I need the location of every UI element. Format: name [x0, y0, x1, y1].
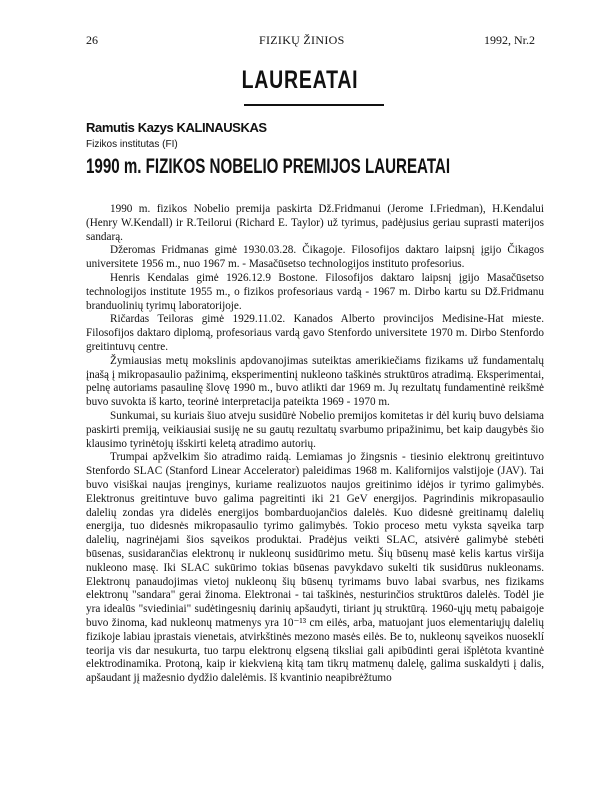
journal-name: FIZIKŲ ŽINIOS — [259, 33, 345, 47]
page-number: 26 — [86, 33, 98, 47]
paragraph: Sunkumai, su kuriais šiuo atveju susidūrė Nobelio premijos komitetas ir dėl kurių buvo delsiama paskirti premiją, veikiausiai susiję ne su gautų rezultatų svarbumo pripažinimu, bet kaip daugybės šio klausimo tyrinėtojų išskirti keletą atradimo autorių. — [86, 409, 544, 450]
section-title: LAUREATAI — [241, 66, 359, 94]
paragraph: Žymiausias metų mokslinis apdovanojimas suteiktas amerikiečiams fizikams už fundamentalų įnašą į mikropasaulio pažinimą, eksperimentinį nukleono taškinės struktūros atradimą. Eksperimentai, pelnę autoriams pasaulinę šlovę 1990 m., buvo atlikti dar 1969 m. Jų rezultatų fundamentinė reikšmė buvo suvokta iš karto, teorinė interpretacija pateikta 1969 - 1970 m. — [86, 354, 544, 409]
section-divider — [244, 104, 384, 106]
article-body — [86, 203, 544, 686]
paragraph: Henris Kendalas gimė 1926.12.9 Bostone. Filosofijos daktaro laipsnį įgijo Masačūsetso technologijos institute 1955 m., o fizikos profesoriaus vardą - 1967 m. Dirbo kartu su Dž.Fridmanu branduolinių tyrimų laboratorijoje. — [86, 271, 544, 312]
paragraph: Trumpai apžvelkim šio atradimo raidą. Lemiamas jo žingsnis - tiesinio elektronų greitintuvo Stenfordo SLAC (Stanford Linear Accelerator) paleidimas 1968 m. Kalifornijos valstijoje (JAV). Tai buvo visiškai naujas įrenginys, kuriame realizuotos naujos greitinimo idėjos ir tyrimo galimybės. Elektronus greitintuve buvo galima pagreitinti iki 21 GeV energijos. Pagrindinis mikropasaulio dalelių zondas yra didelės energijos bombarduojančios dalelės. Kuo didesnė greitinamų dalelių energija, tuo didesnės mikropasaulio tyrimo galimybės. Tokio proceso metu vyksta sąveika tarp dalelių, nagrinėjami šios sąveikos produktai. Pradėjus veikti SLAC, atsivėrė galimybė stebėti būsenas, susidarančias elektronų ir nukleonų susidūrimo metu. Šių būsenų masė kelis kartus viršija nukleono masę. Iki SLAC sukūrimo tokias būsenas pavykdavo sukelti tik susidūrus nukleonams. Elektronų panaudojimas vietoj nukleonų šių būsenų tyrimams buvo labai svarbus, nes fizikams elektronų "sandara" gerai žinoma. Elektronai - tai taškinės, nesturinčios struktūros dalelės. Todėl jie yra idealūs "sviediniai" sudėtingesnių darinių apšaudyti, tiriant jų struktūrą. 1960-ųjų metų pabaigoje buvo žinoma, kad nukleonų matmenys yra 10⁻¹³ cm eilės, arba, matuojant juos elementariųjų dalelių fizikoje labiau įprastais vienetais, atvirkštinės mezono masės eilės. Be to, nukleonų sąveikos nuoseklí teorija vis dar nesukurta, tuo tarpu elektronų elgseną tiksliai gali apibūdinti gerai išplėtota kvantinė elektrodinamika. Protoną, kaip ir kiekvieną kitą tam tikrų matmenų dalelę, galima suskaldyti į dalis, apšaudant jį mažesnio dydžio dalelėmis. Iš kvantinio neapibrėžtumo — [86, 451, 544, 685]
paragraph: Ričardas Teiloras gimė 1929.11.02. Kanados Alberto provincijos Medisine-Hat mieste. Filosofijos daktaro diplomą, profesoriaus vardą gavo Stenfordo universitete 1970 m. Dirbo Stenfordo greitintuvų centre. — [86, 313, 544, 353]
issue-info: 1992, Nr.2 — [484, 33, 535, 47]
article-title: 1990 m. FIZIKOS NOBELIO PREMIJOS LAUREATAI — [86, 155, 451, 178]
author-affiliation: Fizikos institutas (FI) — [86, 139, 178, 150]
article-author: Ramutis Kazys KALINAUSKAS — [86, 120, 267, 135]
running-header — [0, 33, 600, 49]
paragraph: 1990 m. fizikos Nobelio premija paskirta Dž.Fridmanui (Jerome I.Friedman), H.Kendalui (Henry W.Kendall) ir R.Teilorui (Richard E. Taylor) už tyrimus, padėjusius geriau suprasti materijos sandarą. — [86, 203, 544, 243]
paragraph: Džeromas Fridmanas gimė 1930.03.28. Čikagoje. Filosofijos daktaro laipsnį įgijo Čikagos universitete 1956 m., nuo 1967 m. - Masačūsetso technologijos instituto profesorius. — [86, 244, 544, 271]
